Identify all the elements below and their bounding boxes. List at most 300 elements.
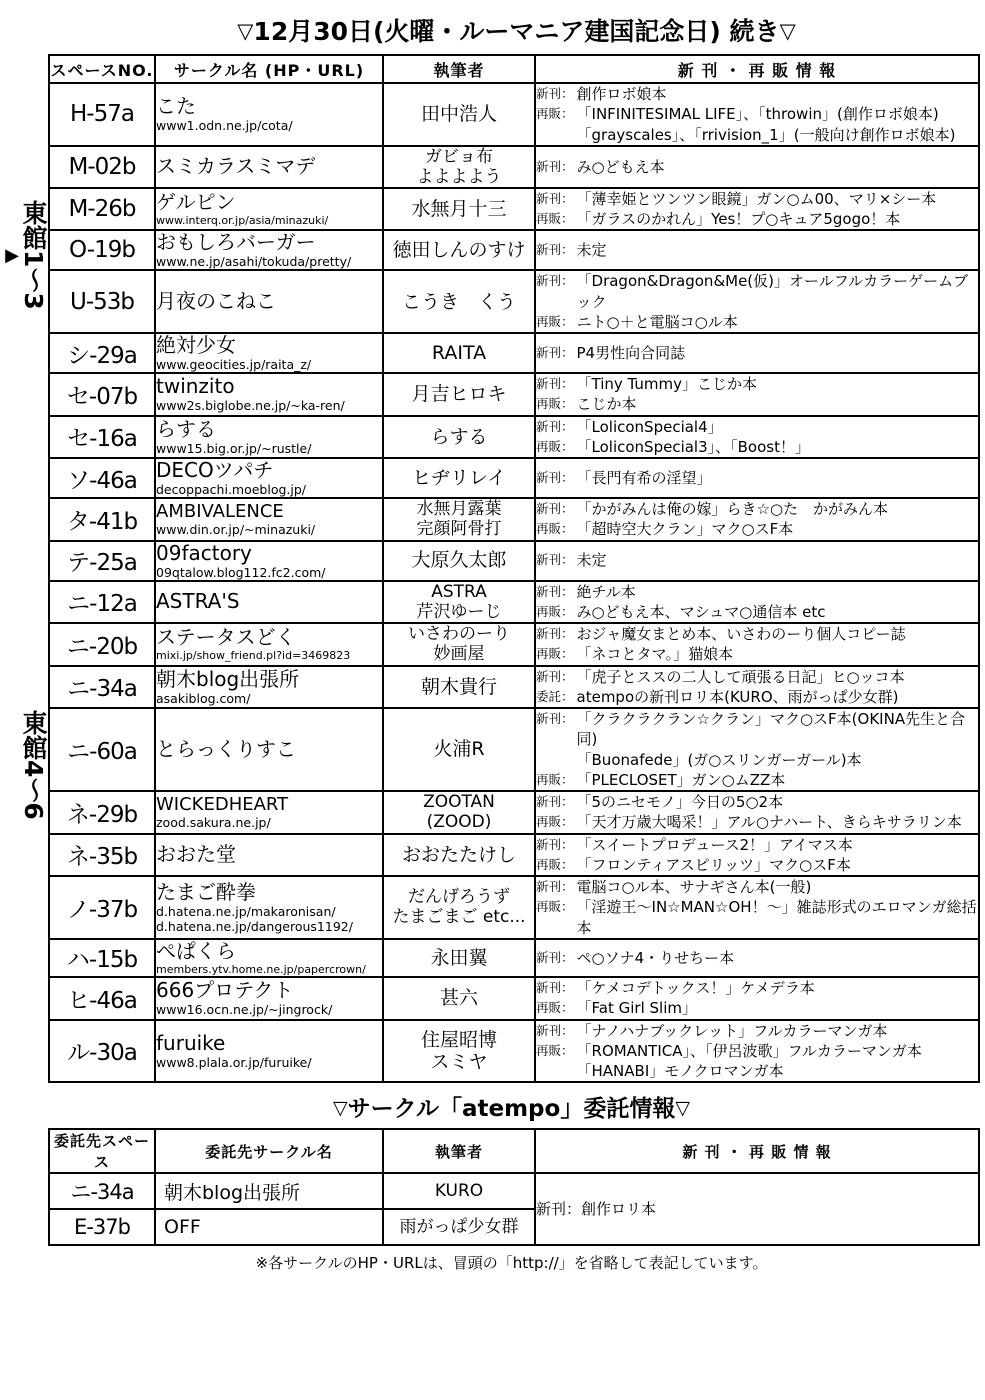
info-text: 「Fat Girl Slim」	[576, 999, 697, 1018]
info-text: み○どもえ本、マシュマ○通信本 etc	[576, 602, 826, 621]
author-name: スミヤ	[430, 1050, 488, 1073]
cell-circle	[155, 83, 383, 146]
col-info: 新 刊 ・ 再 販 情 報	[535, 55, 979, 83]
cell-circle	[155, 146, 383, 188]
arrow-down-icon: ▶	[1, 244, 23, 266]
cell-space: テ-25a	[49, 541, 155, 581]
col-circle: 委託先サークル名	[155, 1129, 383, 1173]
cell-author	[383, 876, 535, 939]
cell-info	[535, 834, 979, 877]
info-line	[536, 644, 978, 664]
cell-info	[535, 416, 979, 459]
atempo-title-text: サークル「atempo」委託情報	[347, 1096, 676, 1123]
info-line	[536, 835, 978, 855]
cell-circle	[155, 270, 383, 333]
info-text: 絶チル本	[576, 582, 636, 601]
author-name: 水無月露葉	[416, 499, 502, 520]
cell-space: ル-30a	[49, 1020, 155, 1083]
table-row	[49, 834, 979, 877]
info-text: ニト○＋と電脳コ○ル本	[576, 312, 738, 331]
cell-author	[383, 1020, 535, 1083]
info-label: 再販：	[536, 1000, 574, 1016]
info-label: 新刊：	[536, 158, 574, 174]
cell-author	[383, 83, 535, 146]
info-text: atempoの新刊ロリ本(KURO、雨がっぱ少女群)	[576, 687, 899, 706]
table-row	[49, 977, 979, 1020]
info-text: 「ネコとタマ。」猫娘本	[576, 645, 734, 664]
page-title-text: 12月30日(火曜・ルーマニア建国記念日) 続き	[253, 17, 780, 46]
table-row	[49, 623, 979, 666]
info-label: 新刊：	[536, 980, 574, 996]
info-text: 「PLECLOSET」ガン○ムZZ本	[576, 770, 786, 789]
cell-author	[383, 188, 535, 231]
circle-name: おもしろバーガー	[156, 230, 316, 255]
hall-label-east-1-3	[1, 130, 48, 380]
info-line	[536, 978, 978, 998]
info-line	[536, 499, 978, 519]
info-line	[536, 877, 978, 897]
cell-circle	[155, 333, 383, 373]
circle-name: DECOツパチ	[156, 458, 274, 483]
circle-url[interactable]: 09qtalow.blog112.fc2.com/	[156, 564, 326, 580]
hall-label-text: 東館4〜6	[19, 710, 48, 820]
info-text: 「淫遊王〜IN☆MAN☆OH！〜」雑誌形式のエロマンガ総括本	[576, 898, 977, 937]
info-line	[536, 157, 978, 177]
cell-circle: 朝木blog出張所	[155, 1173, 383, 1209]
cell-space: ニ-34a	[49, 1173, 155, 1209]
table-row	[49, 939, 979, 977]
info-text: 「かがみんは俺の嫁」らき☆○た かがみん本	[576, 500, 889, 519]
author-name: たまごまご etc...	[392, 907, 526, 928]
cell-author	[383, 230, 535, 270]
cell-author	[383, 498, 535, 541]
info-line	[536, 687, 978, 707]
info-label: 委託：	[536, 688, 574, 704]
triangle-right-icon: ▽	[779, 19, 796, 43]
info-text: 「長門有希の淫望」	[576, 468, 712, 487]
circle-table	[48, 54, 980, 1083]
info-label: 再販：	[536, 396, 574, 412]
info-line	[536, 624, 978, 644]
info-label: 新刊：	[536, 668, 574, 684]
info-text: 未定	[576, 241, 607, 260]
info-label: 新刊：	[536, 626, 574, 642]
table-row	[49, 458, 979, 498]
cell-info	[535, 791, 979, 834]
cell-author	[383, 333, 535, 373]
table-row	[49, 708, 979, 791]
author-name: 田中浩人	[420, 103, 497, 126]
circle-name: 月夜のこねこ	[156, 289, 276, 314]
cell-author	[383, 623, 535, 666]
info-text: 「フロンティアスピリッツ」マク○スF本	[576, 855, 851, 874]
info-label: 新刊：	[536, 794, 574, 810]
info-text: こじか本	[576, 395, 637, 414]
table-header-row	[49, 55, 979, 83]
cell-info	[535, 581, 979, 624]
cell-author	[383, 977, 535, 1020]
info-line	[536, 1061, 978, 1081]
circle-url[interactable]: www8.plala.or.jp/furuike/	[156, 1054, 312, 1070]
info-label: 新刊：	[536, 344, 574, 360]
cell-circle	[155, 498, 383, 541]
info-line	[536, 1041, 978, 1061]
cell-space: M-02b	[49, 146, 155, 188]
table-row	[49, 498, 979, 541]
info-label: 再販：	[536, 814, 574, 830]
info-line	[536, 998, 978, 1018]
cell-info	[535, 541, 979, 581]
table-row	[49, 333, 979, 373]
author-name: (ZOOD)	[426, 812, 492, 833]
info-line	[536, 667, 978, 687]
info-text: 「LoliconSpecial3」、「Boost！」	[576, 437, 810, 456]
info-text: P4男性向合同誌	[576, 343, 686, 362]
col-space: 委託先スペース	[49, 1129, 155, 1173]
circle-url[interactable]: www2s.biglobe.ne.jp/~ka-ren/	[156, 398, 345, 414]
info-label: 新刊：	[536, 501, 574, 517]
atempo-section-title	[48, 1090, 975, 1123]
info-line	[536, 750, 978, 770]
cell-circle	[155, 373, 383, 416]
cell-circle	[155, 623, 383, 666]
cell-author	[383, 666, 535, 709]
info-label: 新刊：	[536, 583, 574, 599]
table-row	[49, 1020, 979, 1083]
table-row	[49, 581, 979, 624]
circle-name: たまご酔拳	[156, 879, 256, 904]
circle-url[interactable]: members.ytv.home.ne.jp/papercrown/	[156, 962, 366, 976]
table-row	[49, 541, 979, 581]
cell-info	[535, 83, 979, 146]
atempo-header-row	[49, 1129, 979, 1173]
triangle-right-icon: ▽	[675, 1097, 690, 1120]
cell-author	[383, 270, 535, 333]
info-line	[536, 394, 978, 414]
col-author: 執筆者	[383, 1129, 535, 1173]
info-line	[536, 312, 978, 332]
cell-author	[383, 834, 535, 877]
table-row	[49, 876, 979, 939]
info-text: 「grayscales」、「rrivision_1」(一般向け創作ロボ娘本)	[576, 125, 956, 144]
cell-author	[383, 541, 535, 581]
circle-name: らする	[156, 416, 216, 441]
circle-name: ASTRA'S	[156, 589, 240, 614]
info-text: 「天才万歳大喝采！」アル○ナハート、きらキサラリン本	[576, 813, 962, 832]
cell-circle	[155, 708, 383, 791]
cell-author: 雨がっぱ少女群	[383, 1209, 535, 1245]
cell-info	[535, 373, 979, 416]
info-label: 再販：	[536, 521, 574, 537]
cell-circle	[155, 581, 383, 624]
cell-info	[535, 977, 979, 1020]
cell-info	[535, 270, 979, 333]
info-text: 「LoliconSpecial4」	[576, 417, 723, 436]
cell-circle: OFF	[155, 1209, 383, 1245]
table-row	[49, 791, 979, 834]
table-row	[49, 146, 979, 188]
cell-space: M-26b	[49, 188, 155, 231]
cell-circle	[155, 416, 383, 459]
col-info: 新 刊 ・ 再 販 情 報	[535, 1129, 979, 1173]
info-label: 再販：	[536, 438, 574, 454]
circle-url[interactable]: zood.sakura.ne.jp/	[156, 815, 271, 831]
author-name: 徳田しんのすけ	[392, 239, 526, 262]
col-circle: サークル名 (HP・URL)	[155, 55, 383, 83]
col-author: 執筆者	[383, 55, 535, 83]
circle-url[interactable]: d.hatena.ne.jp/makaronisan/	[156, 903, 336, 919]
info-line	[536, 189, 978, 209]
cell-circle	[155, 541, 383, 581]
cell-space: ヒ-46a	[49, 977, 155, 1020]
info-label: 新刊：	[536, 418, 574, 434]
info-text: 「ケメコデトックス！」ケメデラ本	[576, 979, 815, 998]
circle-name: ステータスどく	[156, 625, 296, 650]
cell-info	[535, 188, 979, 231]
author-name: 水無月十三	[411, 197, 507, 220]
circle-url[interactable]: www15.big.or.jp/~rustle/	[156, 440, 312, 456]
info-label: 新刊：	[536, 836, 574, 852]
circle-name: とらっくりすこ	[156, 737, 296, 762]
info-line	[536, 602, 978, 622]
author-name: 芹沢ゆーじ	[416, 601, 502, 622]
info-label: 新刊：	[536, 469, 574, 485]
circle-name: こた	[156, 94, 196, 119]
author-name: ガビョ布	[425, 146, 493, 167]
col-space: スペースNO.	[49, 55, 155, 83]
info-text: 「Dragon&Dragon&Me(仮)」オールフルカラーゲームブック	[576, 272, 969, 311]
circle-url[interactable]: decoppachi.moeblog.jp/	[156, 482, 307, 498]
info-line	[536, 240, 978, 260]
info-text: 「ナノハナブックレット」フルカラーマンガ本	[576, 1021, 888, 1040]
table-row	[49, 230, 979, 270]
triangle-left-icon: ▽	[237, 19, 254, 43]
author-name: 永田翼	[430, 946, 488, 969]
cell-circle	[155, 791, 383, 834]
author-name: 完顔阿骨打	[416, 519, 502, 540]
info-text: 「INFINITESIMAL LIFE」、「throwin」(創作ロボ娘本)	[576, 105, 939, 124]
author-name: RAITA	[431, 341, 487, 364]
info-label: 新刊：	[536, 711, 574, 727]
info-text: 「スイートプロデュース2！」アイマス本	[576, 835, 853, 854]
cell-info	[535, 333, 979, 373]
circle-url[interactable]: www.geocities.jp/raita_z/	[156, 357, 312, 373]
cell-info	[535, 230, 979, 270]
info-line	[536, 948, 978, 968]
atempo-row	[49, 1173, 979, 1209]
table-row	[49, 373, 979, 416]
circle-name: AMBIVALENCE	[156, 500, 284, 522]
cell-circle	[155, 1020, 383, 1083]
cell-author	[383, 373, 535, 416]
author-name: だんげろうず	[408, 887, 510, 908]
cell-info	[535, 623, 979, 666]
circle-name: 666プロテクト	[156, 978, 294, 1003]
info-line	[536, 104, 978, 124]
info-label: 新刊：	[536, 879, 574, 895]
cell-info	[535, 876, 979, 939]
info-text: 「Tiny Tummy」こじか本	[576, 375, 758, 394]
info-line	[536, 582, 978, 602]
info-text: 「超時空大クラン」マク○スF本	[576, 520, 794, 539]
info-line	[536, 1021, 978, 1041]
info-label: 再販：	[536, 1042, 574, 1058]
circle-url[interactable]: d.hatena.ne.jp/dangerous1192/	[156, 918, 353, 934]
circle-name: スミカラスミマデ	[156, 154, 316, 179]
info-text: 「薄幸姫とツンツン眼鏡」ガン○ム00、マリ×シー本	[576, 189, 937, 208]
cell-space: ネ-29b	[49, 791, 155, 834]
info-line	[536, 125, 978, 145]
author-name: ASTRA	[431, 581, 487, 602]
cell-space: ネ-35b	[49, 834, 155, 877]
info-label: 新刊：	[536, 1022, 574, 1038]
cell-circle	[155, 876, 383, 939]
info-text: 未定	[576, 551, 607, 570]
cell-space: E-37b	[49, 1209, 155, 1245]
cell-info	[535, 666, 979, 709]
info-text: 「クラクラクラン☆クラン」マク○スF本(OKINA先生と合同)	[576, 710, 966, 749]
info-label: 再販：	[536, 856, 574, 872]
cell-circle	[155, 834, 383, 877]
info-label: 再販：	[536, 771, 574, 787]
info-label: 再販：	[536, 899, 574, 915]
circle-name: 朝木blog出張所	[156, 666, 300, 691]
info-line	[536, 812, 978, 832]
hall-label-east-4-6	[6, 640, 46, 890]
author-name: 妙画屋	[433, 644, 485, 665]
circle-url[interactable]: www16.ocn.ne.jp/~jingrock/	[156, 1002, 333, 1018]
circle-url[interactable]: asakiblog.com/	[156, 690, 251, 706]
info-text: 「ガラスのかれん」Yes！プ○キュア5gogo！本	[576, 210, 901, 229]
author-name: よよよよう	[416, 166, 502, 187]
cell-info	[535, 708, 979, 791]
info-line	[536, 271, 978, 312]
cell-space: セ-16a	[49, 416, 155, 459]
info-line	[536, 855, 978, 875]
info-line	[536, 792, 978, 812]
info-label: 新刊：	[536, 552, 574, 568]
cell-space: U-53b	[49, 270, 155, 333]
cell-space: ニ-60a	[49, 708, 155, 791]
circle-url[interactable]: www1.odn.ne.jp/cota/	[156, 118, 293, 134]
author-name: いさわのーり	[408, 624, 510, 645]
info-line	[536, 468, 978, 488]
info-line	[536, 343, 978, 363]
footnote: ※各サークルのHP・URLは、冒頭の「http://」を省略して表記しています。	[255, 1254, 768, 1273]
cell-author: KURO	[383, 1173, 535, 1209]
cell-circle	[155, 666, 383, 709]
cell-info: 新刊：創作ロリ本	[535, 1173, 979, 1245]
cell-info	[535, 146, 979, 188]
info-text: 「5のニセモノ」今日の5○2本	[576, 793, 784, 812]
circle-url[interactable]: www.interq.or.jp/asia/minazuki/	[156, 214, 329, 227]
cell-space: セ-07b	[49, 373, 155, 416]
cell-info	[535, 939, 979, 977]
table-row	[49, 83, 979, 146]
info-text: 「Buonafede」(ガ○スリンガーガール)本	[576, 750, 862, 769]
cell-circle	[155, 188, 383, 231]
cell-author	[383, 146, 535, 188]
info-line	[536, 84, 978, 104]
table-row	[49, 666, 979, 709]
info-line	[536, 437, 978, 457]
circle-name: 09factory	[156, 540, 252, 565]
circle-name: おおた堂	[156, 842, 236, 867]
author-name: 大原久太郎	[411, 549, 507, 572]
info-text: 「HANABI」モノクロマンガ本	[576, 1062, 784, 1081]
info-text: ペ○ソナ4・りせちー本	[576, 948, 735, 967]
info-label: 新刊：	[536, 949, 574, 965]
info-text: おジャ魔女まとめ本、いさわのーり個人コピー誌	[576, 625, 906, 644]
info-line	[536, 770, 978, 790]
info-text: 創作ロボ娘本	[576, 85, 667, 103]
cell-space: ニ-12a	[49, 581, 155, 624]
cell-author	[383, 708, 535, 791]
cell-space: ソ-46a	[49, 458, 155, 498]
info-text: 電脳コ○ル本、サナギさん本(一般)	[576, 878, 812, 897]
circle-name: furuike	[156, 1030, 226, 1055]
cell-info	[535, 1020, 979, 1083]
cell-circle	[155, 458, 383, 498]
circle-url[interactable]: www.din.or.jp/~minazuki/	[156, 522, 316, 538]
author-name: らする	[430, 425, 488, 448]
page-title	[58, 12, 975, 48]
circle-url[interactable]: www.ne.jp/asahi/tokuda/pretty/	[156, 254, 352, 270]
info-label: 再販：	[536, 106, 574, 122]
info-label: 新刊：	[536, 376, 574, 392]
cell-space: H-57a	[49, 83, 155, 146]
author-name: 朝木貴行	[420, 675, 497, 698]
circle-name: 絶対少女	[156, 333, 236, 358]
hall-label-text: 東館1〜3	[19, 200, 48, 310]
info-line	[536, 209, 978, 229]
cell-space: ニ-34a	[49, 666, 155, 709]
author-name: ZOOTAN	[423, 792, 495, 813]
author-name: おおたたけし	[401, 843, 516, 866]
cell-circle	[155, 230, 383, 270]
cell-info	[535, 498, 979, 541]
info-text: み○どもえ本	[576, 157, 665, 176]
circle-name: ぺぱくら	[156, 938, 236, 963]
cell-space: ハ-15b	[49, 939, 155, 977]
info-line	[536, 519, 978, 539]
table-row	[49, 416, 979, 459]
cell-space: O-19b	[49, 230, 155, 270]
circle-name: ゲルピン	[156, 190, 236, 214]
info-label: 再販：	[536, 646, 574, 662]
info-label: 新刊：	[536, 190, 574, 206]
author-name: ヒヂリレイ	[411, 466, 507, 489]
cell-space: ノ-37b	[49, 876, 155, 939]
info-label: 新刊：	[536, 242, 574, 258]
circle-name: twinzito	[156, 374, 235, 399]
cell-space: シ-29a	[49, 333, 155, 373]
circle-url[interactable]: mixi.jp/show_friend.pl?id=3469823	[156, 649, 351, 663]
info-label: 新刊：	[536, 273, 574, 289]
info-text: 「虎子とススの二人して頑張る日記」ヒ○ッコ本	[576, 667, 905, 686]
cell-author	[383, 458, 535, 498]
cell-author	[383, 581, 535, 624]
info-line	[536, 550, 978, 570]
cell-author	[383, 939, 535, 977]
atempo-table	[48, 1128, 980, 1246]
cell-space: タ-41b	[49, 498, 155, 541]
triangle-left-icon: ▽	[333, 1097, 348, 1120]
cell-circle	[155, 939, 383, 977]
author-name: こうき くう	[401, 290, 516, 313]
author-name: 月吉ヒロキ	[411, 383, 507, 406]
info-line	[536, 374, 978, 394]
